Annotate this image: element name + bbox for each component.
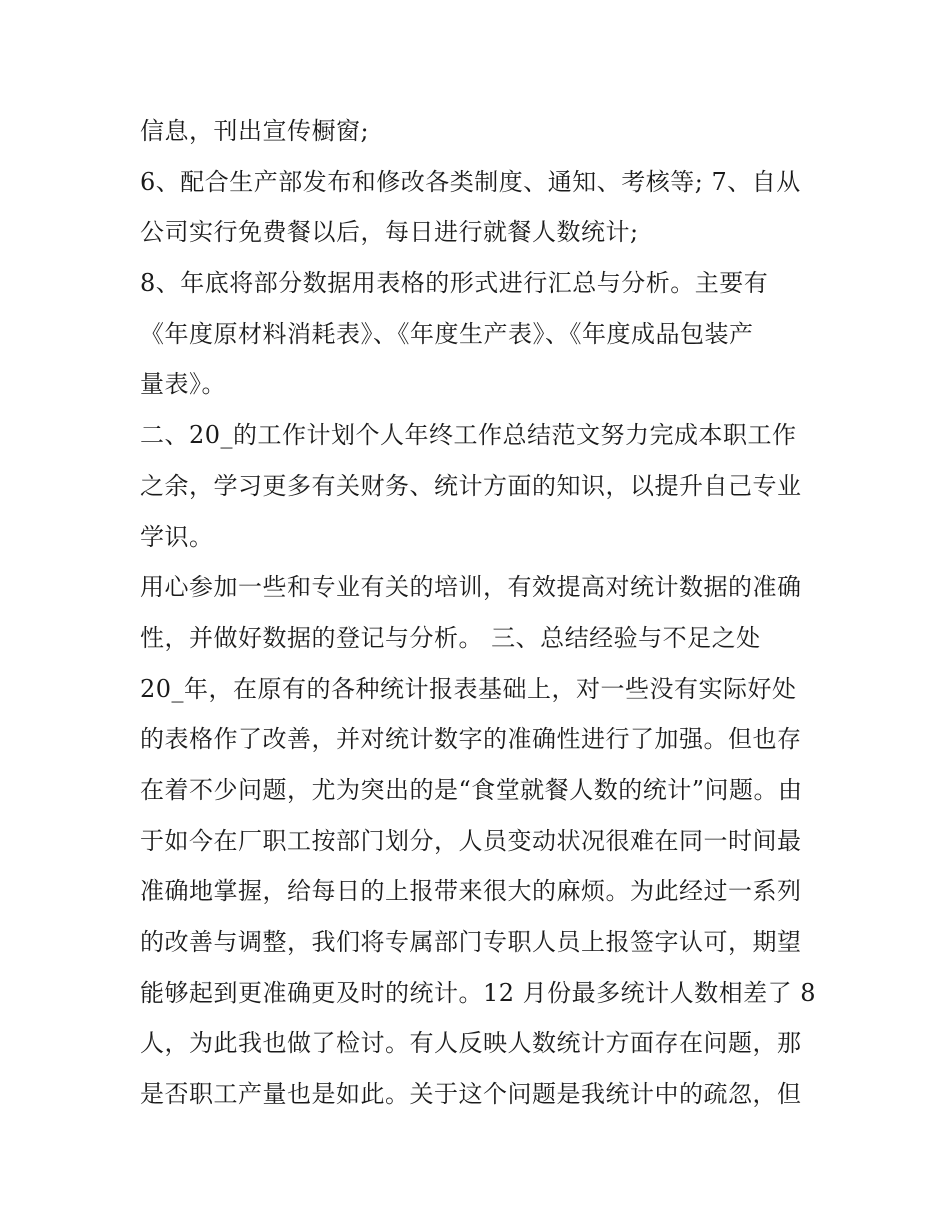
- text-line: 是否职工产量也是如此。关于这个问题是我统计中的疏忽，但: [140, 1080, 802, 1109]
- text-line: 的表格作了改善，并对统计数字的准确性进行了加强。但也存: [140, 725, 802, 754]
- text-line: 用心参加一些和专业有关的培训，有效提高对统计数据的准确: [140, 573, 802, 602]
- text-line: 二、20_的工作计划个人年终工作总结范文努力完成本职工作: [140, 421, 797, 450]
- text-line: 20_年，在原有的各种统计报表基础上，对一些没有实际好处: [140, 674, 797, 703]
- text-line: 之余，学习更多有关财务、统计方面的知识，以提升自己专业: [140, 471, 802, 500]
- text-line: 的改善与调整，我们将专属部门专职人员上报签字认可，期望: [140, 928, 802, 956]
- text-line: 人，为此我也做了检讨。有人反映人数统计方面存在问题，那: [140, 1029, 802, 1058]
- text-line: 6、配合生产部发布和修改各类制度、通知、考核等; 7、自从: [140, 167, 801, 196]
- text-line: 于如今在厂职工按部门划分，人员变动状况很难在同一时间最: [140, 826, 802, 855]
- text-line: 在着不少问题，尤为突出的是“食堂就餐人数的统计”问题。由: [140, 775, 803, 804]
- text-line: 《年度原材料消耗表》、《年度生产表》、《年度成品包装产: [140, 319, 754, 348]
- text-line: 学识。: [140, 522, 214, 551]
- text-line: 能够起到更准确更及时的统计。12 月份最多统计人数相差了 8: [140, 978, 817, 1007]
- text-line: 8、年底将部分数据用表格的形式进行汇总与分析。主要有: [140, 269, 769, 298]
- text-line: 准确地掌握，给每日的上报带来很大的麻烦。为此经过一系列: [140, 877, 802, 906]
- body-text: [140, 106, 820, 1120]
- text-line: 信息，刊出宣传橱窗;: [140, 117, 370, 145]
- text-line: 量表》。: [140, 370, 226, 399]
- text-line: 公司实行免费餐以后，每日进行就餐人数统计;: [140, 218, 639, 247]
- text-line: 性，并做好数据的登记与分析。 三、总结经验与不足之处: [140, 623, 761, 652]
